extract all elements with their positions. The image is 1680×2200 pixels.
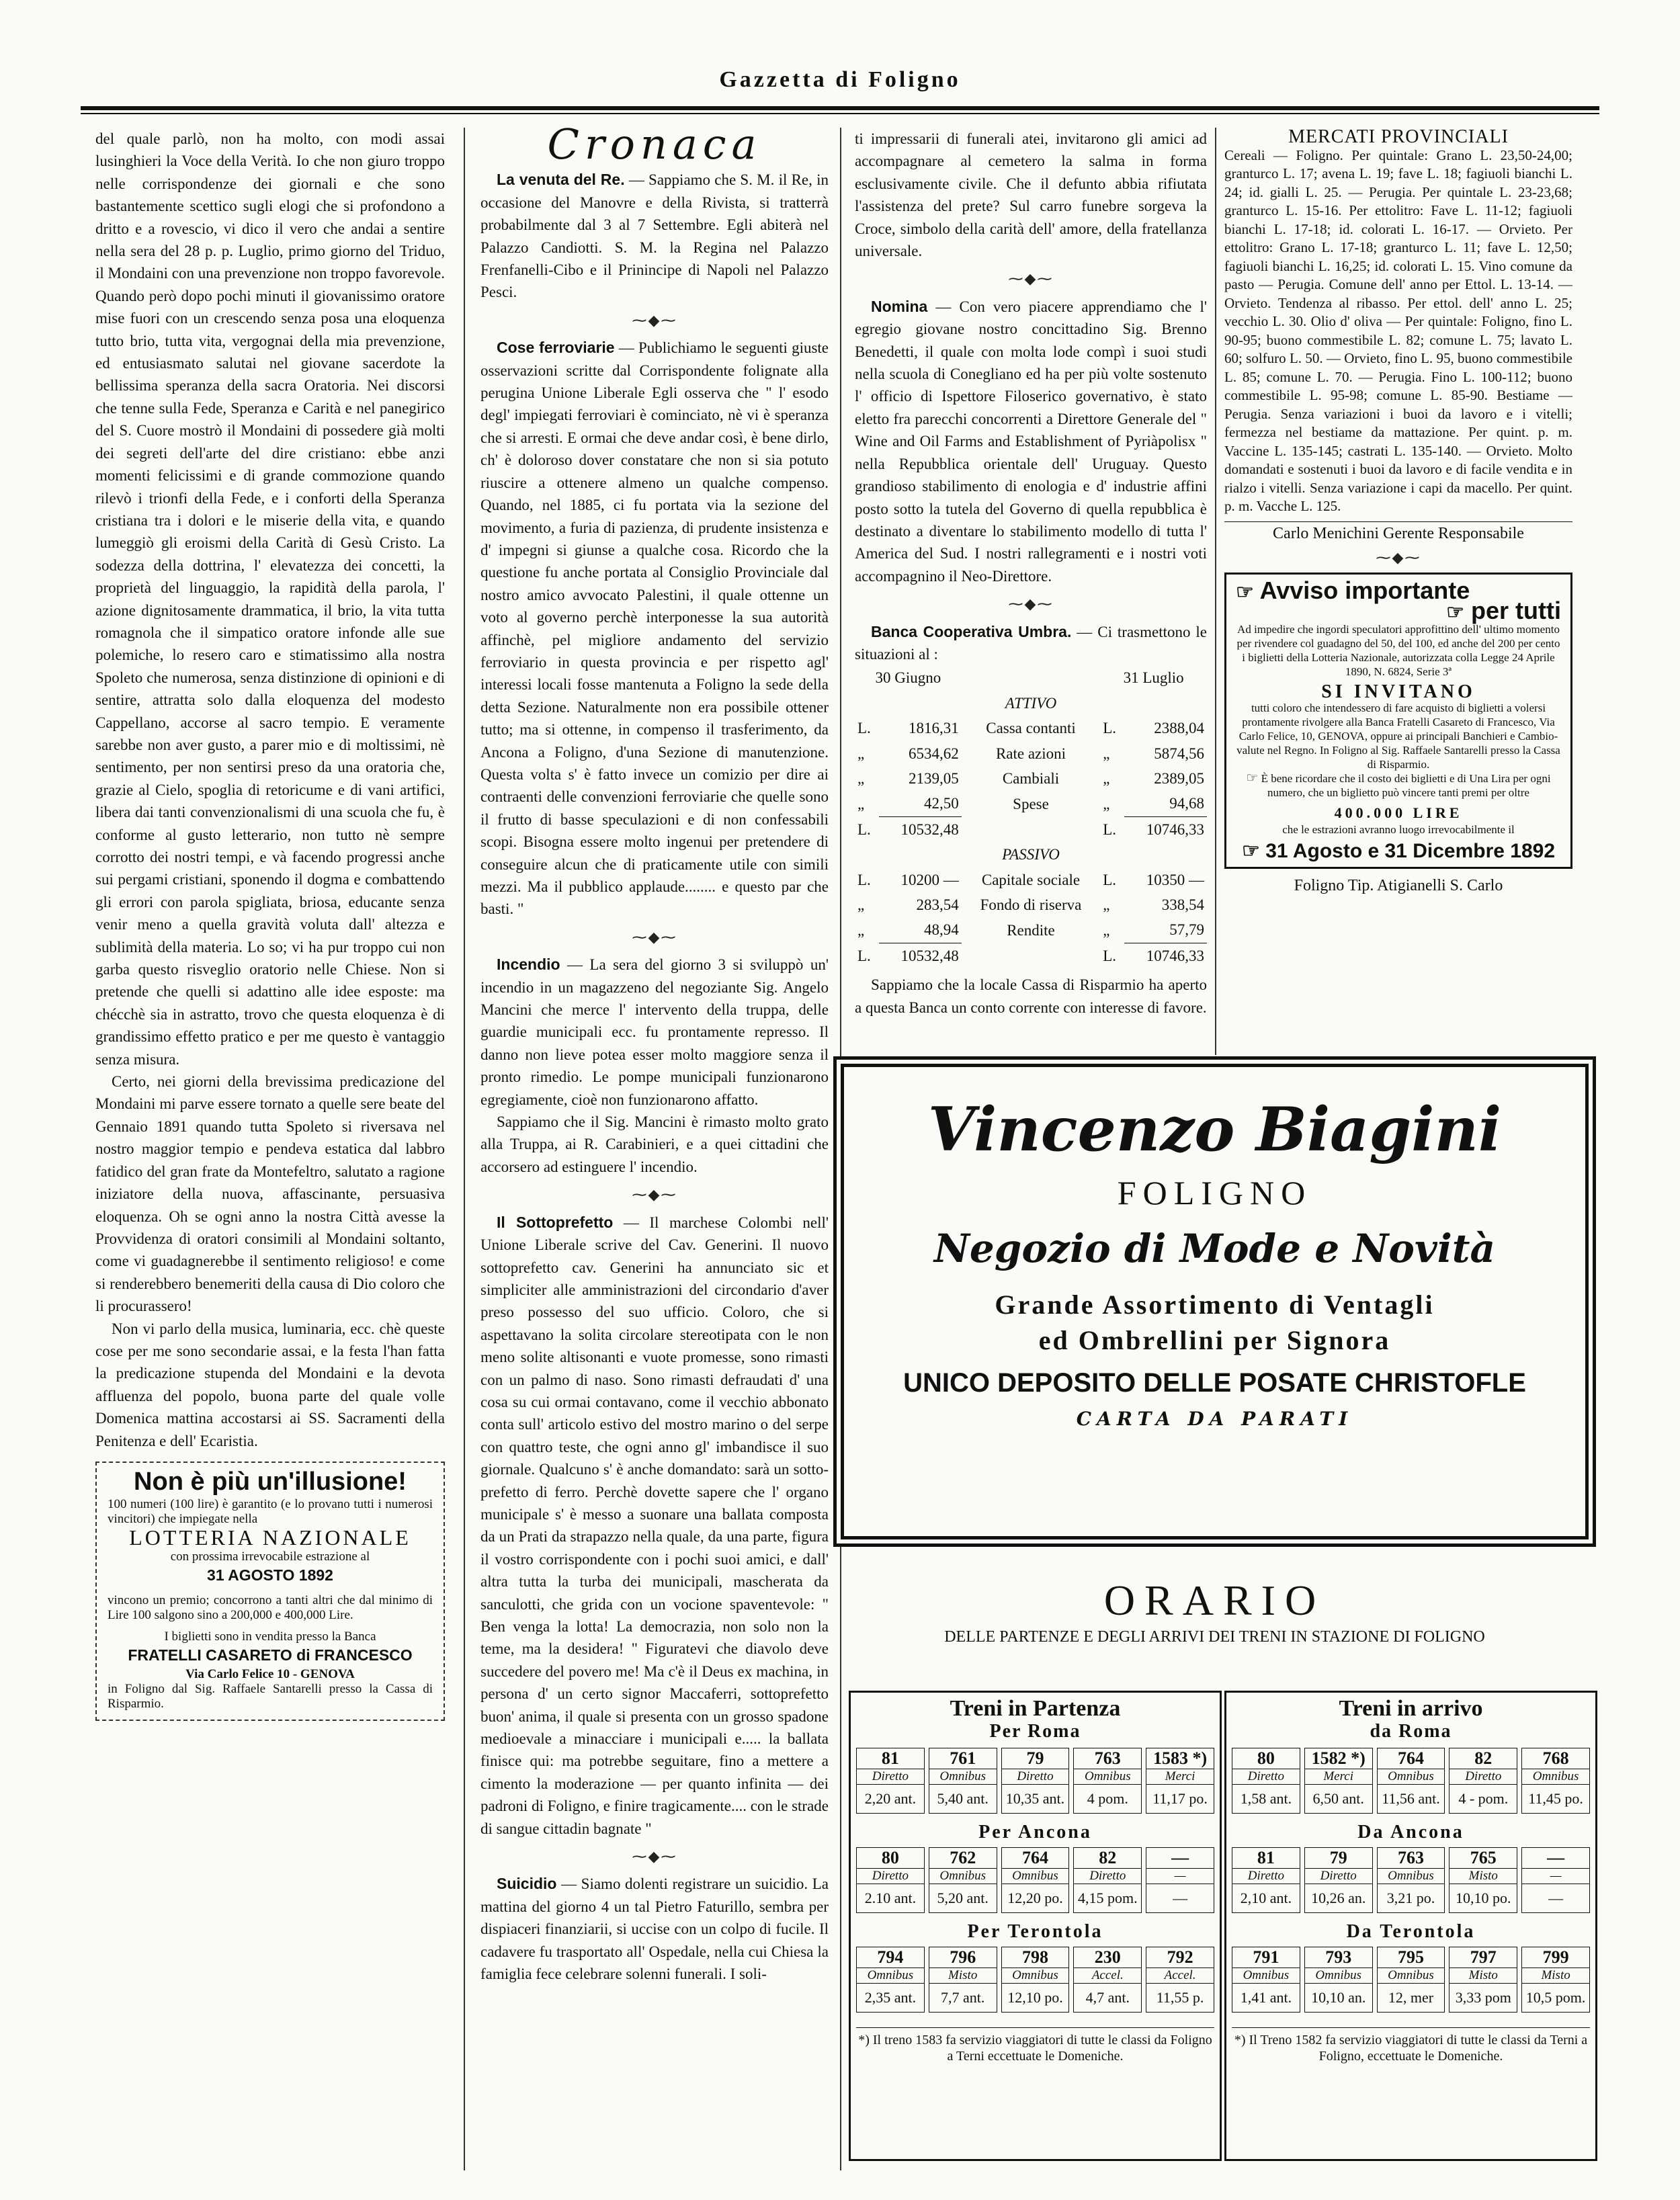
pointing-hand-icon: ☞ (1236, 581, 1254, 603)
train-number: 1583 *) (1146, 1748, 1214, 1769)
train-cell (856, 1847, 925, 1913)
train-time: 1,41 ant. (1240, 1989, 1292, 2006)
statement-cell: 5874,56 (1154, 745, 1204, 762)
article-headline: Banca Cooperativa Umbra. (871, 622, 1072, 640)
lotteria-address: Via Carlo Felice 10 - GENOVA (185, 1666, 355, 1681)
statement-cell: Fondo di riserva (980, 896, 1082, 913)
statement-cell: „ (1103, 745, 1110, 762)
train-number: 793 (1305, 1947, 1372, 1968)
train-time: 3,33 pom (1455, 1989, 1511, 2006)
arrivals-table (1224, 1691, 1597, 2161)
article-paragraph: Sappiamo che il Sig. Mancini è rimasto molto grato alla Truppa, ai R. Carabinieri, e a quei cittadini che accorsero ad estinguere l' incendio. (480, 1113, 829, 1175)
statement-cell: Spese (1013, 795, 1049, 812)
train-number: 82 (1074, 1848, 1141, 1869)
statement-total-row (855, 816, 1207, 842)
lotteria-text: I biglietti sono in vendita presso la Banca (164, 1630, 376, 1644)
newspaper-title: Gazzetta di Foligno (719, 67, 961, 92)
orario-header (833, 1576, 1596, 1646)
train-cell (1232, 1847, 1300, 1913)
mercati-text: Cereali — Foligno. Per quintale: Grano L. 23,50-24,00; granturco L. 17; avena L. 19; fave L. 18; fagiuoli bianchi L. 24; id. gialli L. 25. — Perugia. Per quintale L. 23-23,68; granturco L. 15-16. Per ettolitro: Fave L. 11-12; fagiuoli bianchi L. 17-18; id. colorati L. 16-17. — Orvieto. Per ettolitro: Grano L. 17-18; granturco L. 11; fave L. 12,50; fagiuoli bianchi L. 16,25; id. colorati L. 15. Vino comune da pasto — Perugia. Comune dell' anno per Ettol. L. 13-14. — Orvieto. Tendenza al ribasso. Per ettol. dell' anno L. 25; vecchio L. 30. Olio d' oliva — Per quintale: Foligno, fino L. 90-95; buono commestibile L. 82; comune L. 75; lavato L. 60; solfuro L. 50. — Orvieto, fino L. 95, buono commestibile L. 85; comune L. 70. — Perugia. Fino L. 100-112; buono commestibile L. 95-98; comune L. 85-90. Bestiame — Perugia. Senza variazioni i buoi da lavoro e i vitelli; fermezza nel bestiame da mattazione. Per quint. p. m. Vaccine L. 135-145; castrati L. 135-140. — Orvieto. Molto domandati e sostenuti i buoi da lavoro e di facile vendita e in rialzo i vitelli. Senza variazione i capi da macello. Per quint. p. m. Vacche L. 125. (1224, 146, 1572, 514)
train-type: Omnibus (857, 1968, 924, 1984)
train-number: 796 (929, 1947, 997, 1968)
article-headline: La venuta del Re. (497, 171, 625, 189)
statement-cell: „ (1103, 896, 1110, 913)
column-1 (95, 128, 445, 1721)
train-cell (1304, 1748, 1373, 1814)
section-title-cronaca: Cronaca (547, 120, 762, 169)
train-number: 81 (1232, 1848, 1300, 1869)
article-headline: Il Sottoprefetto (497, 1213, 614, 1231)
train-cell (1232, 1947, 1300, 2013)
train-number: 230 (1074, 1947, 1141, 1968)
date-label: 31 Luglio (1123, 669, 1184, 687)
statement-row (855, 917, 1207, 943)
train-number: 80 (1232, 1748, 1300, 1769)
route-heading: Per Terontola (967, 1921, 1103, 1942)
ad-line: CARTA DA PARATI (1076, 1408, 1353, 1430)
statement-cell: 10746,33 (1124, 816, 1207, 842)
ornament-divider: ⁓◆⁓ (1008, 270, 1054, 288)
statement-cell: Rate azioni (995, 745, 1066, 762)
statement-cell: L. (857, 720, 871, 737)
avviso-dates: 31 Agosto e 31 Dicembre 1892 (1265, 839, 1556, 862)
statement-cell: 10532,48 (879, 816, 962, 842)
statement-cell: L. (1103, 871, 1117, 888)
train-cell (1146, 1748, 1214, 1814)
train-time: 11,17 po. (1152, 1790, 1208, 1807)
train-type: Misto (1522, 1968, 1589, 1984)
lotteria-text: 100 numeri (100 lire) è garantito (e lo provano tutti i numerosi vincitori) che impiegate nella (108, 1497, 433, 1527)
train-number: 798 (1002, 1947, 1069, 1968)
train-grid (856, 1748, 1214, 1814)
train-type: Misto (929, 1968, 997, 1984)
ornament-divider: ⁓◆⁓ (1008, 595, 1054, 613)
train-type: Misto (1450, 1968, 1517, 1984)
ad-line: ed Ombrellini per Signora (1038, 1325, 1391, 1355)
train-cell (856, 1748, 925, 1814)
train-type: Omnibus (1378, 1769, 1445, 1785)
statement-cell: „ (857, 921, 865, 939)
article-text: — La sera del giorno 3 si sviluppò un' incendio in un magazzeno del negoziante Sig. Angelo Mancini che merce l' intervento della truppa, delle guardie municipali ecc. fu prontamente represso. Il danno non lieve potea esser molto maggiore senza il pronto rimedio. Le pompe municipali funzionarono egregiamente, cioè non funzionarono affatto. (480, 956, 829, 1108)
masthead-rule (81, 106, 1599, 110)
column-divider (1215, 128, 1216, 1055)
statement-cell: „ (857, 896, 865, 913)
column-2 (480, 120, 829, 1986)
statement-cell: L. (857, 871, 871, 888)
article-text: — Il marchese Colombi nell' Unione Liberale scrive del Cav. Generini. Il nuovo sottoprefetto cav. Generini ha annunciato sic et simpliciter alle amministrazioni del circondario d'aver preso possesso del suo ufficio. Coloro, che si aspettavano la solita circolare stereotipata con le non meno solite altisonanti e vuote promesse, sono rimasti con un palmo di naso. Sono rimasti defraudati d' una cosa su cui ormai contavano, come il vecchio abbonato conta sull' articolo estivo del mostro marino o del serpe con quattro teste, che ogni anno gl' imbandisce il suo giornale. Qualcuno s' è anche domandato: sarà un sotto-prefetto di ferro. Perchè dovette sapere che l' organo municipale s' è messo a suonare una ballata composta da un Prati da strapazzo nella quale, da una parte, figura il vostro corrispondente con i pochi suoi amici, e dall' altra tutta la turba dei municipali, mascherata da sanculotti, che grida con un vocione spaventevole: " Ben venga la lotta! La democrazia, non solo non la teme, ma la desidera! " Figuratevi che diavolo deve succedere del povero me! Ma c'è il Deus ex machina, in persona d' un certo signor Maccaferri, sottoprefetto buon' anima, il quale si presenta con un grosso spadone medioevale a minacciare i municipali e..... la ballata finisce qui: ma potrebbe seguitare, fino a mettere a cimento la moderazione — per quanto infinita — dei padroni di Foligno, e finire tragicamente.... con le strade di sangue cittadin bagnate " (480, 1214, 829, 1837)
article-text: — Con vero piacere apprendiamo che l' egregio giovane nostro concittadino Sig. Brenno Benedetti, il quale con molta lode compì i suoi studi nella scuola di Conegliano ed ha per più volte sostenuto l' officio di Ispettore Filoserico governativo, è stato eletto fra parecchi concorrenti a Direttore Generale del " Wine and Oil Farms and Establishment of Pyriàpolisx " nella Repubblica orientale dell' Uruguay. Questo grandioso stabilimento di enologia e d' industrie affini posto sotto la tutela del Governo di quella repubblica è destinato a diventare lo stabilimento modello di tutta l' America del Sud. I nostri rallegramenti e i nostri voti accompagnino il Neo-Direttore. (855, 298, 1207, 585)
statement-cell: 10350 — (1146, 871, 1204, 888)
train-type: — (1522, 1869, 1589, 1884)
train-time: 10,10 an. (1311, 1989, 1366, 2006)
train-cell (1521, 1947, 1590, 2013)
train-cell (1232, 1748, 1300, 1814)
statement-cell: 6534,62 (909, 745, 959, 762)
statement-total-row (855, 943, 1207, 968)
pointing-hand-icon: ☞ (1246, 771, 1259, 786)
train-cell (1073, 1748, 1142, 1814)
train-cell (1146, 1847, 1214, 1913)
departures-table (849, 1691, 1222, 2161)
statement-cell: Capitale sociale (981, 871, 1081, 888)
train-cell (1377, 1748, 1445, 1814)
train-type: Omnibus (1232, 1968, 1300, 1984)
lotteria-name: LOTTERIA NAZIONALE (129, 1525, 411, 1550)
lotteria-bank: FRATELLI CASARETO di FRANCESCO (128, 1646, 413, 1664)
statement-cell: L. (1103, 820, 1117, 838)
train-time: 7,7 ant. (941, 1989, 985, 2006)
train-time: 1,58 ant. (1240, 1790, 1292, 1807)
bank-statement (855, 665, 1207, 968)
train-cell (1521, 1748, 1590, 1814)
train-number: 79 (1305, 1848, 1372, 1869)
route-heading: da Roma (1370, 1721, 1452, 1742)
article-paragraph: Sappiamo che la locale Cassa di Risparmio ha aperto a questa Banca un conto corrente con interesse di favore. (855, 976, 1207, 1016)
statement-row (855, 741, 1207, 766)
ornament-divider: ⁓◆⁓ (632, 1186, 677, 1203)
train-number: 761 (929, 1748, 997, 1769)
train-number: 765 (1450, 1848, 1517, 1869)
train-time: 2,35 ant. (864, 1989, 917, 2006)
avviso-invitano: SI INVITANO (1321, 681, 1476, 702)
statement-row (855, 791, 1207, 816)
train-type: Omnibus (1378, 1869, 1445, 1884)
train-number: 763 (1074, 1748, 1141, 1769)
train-type: Omnibus (929, 1769, 997, 1785)
train-time: 4 pom. (1087, 1790, 1128, 1807)
train-cell (1304, 1847, 1373, 1913)
timetable-note: *) Il Treno 1582 fa servizio viaggiatori di tutte le classi da Terni a Foligno, eccettuate le Domeniche. (1232, 2027, 1590, 2064)
train-type: Accel. (1074, 1968, 1141, 1984)
avviso-headline: Avviso importante (1259, 576, 1470, 604)
article-headline: Nomina (871, 297, 928, 315)
avviso-text: tutti coloro che intendessero di fare acquisto di biglietti a volersi prontamente rivolgere alla Banca Fratelli Casareto di Francesco, Via Carlo Felice, 10, GENOVA, oppure ai principali Banchieri e Cambio-valute nel Regno. In Foligno al Sig. Raffaele Santarelli presso la Cassa di Risparmio. (1236, 702, 1560, 771)
train-time: 6,50 ant. (1312, 1790, 1364, 1807)
avviso-amount: 400.000 LIRE (1334, 804, 1463, 821)
statement-cell: 338,54 (1161, 896, 1204, 913)
statement-cell: „ (857, 745, 865, 762)
route-heading: Da Terontola (1346, 1921, 1476, 1942)
train-time: 11,55 p. (1156, 1989, 1204, 2006)
train-time: 10,35 ant. (1005, 1790, 1065, 1807)
train-type: Diretto (857, 1869, 924, 1884)
train-type: Omnibus (1378, 1968, 1445, 1984)
statement-cell: 2388,04 (1154, 720, 1204, 737)
train-type: Merci (1305, 1769, 1372, 1785)
shop-owner-name: Vincenzo Biagini (927, 1094, 1502, 1165)
train-time: — (1173, 1890, 1188, 1906)
train-number: — (1522, 1848, 1589, 1869)
train-number: 794 (857, 1947, 924, 1968)
article-paragraph: Non vi parlo della musica, luminaria, ecc. chè queste cose per me sono secondarie assai, e la festa l'han fatta la predicazione stupenda del Mondaini e la devota affluenza del popolo, buona parte del quale volle Domenica mattina accostarsi ai SS. Sacramenti della Penitenza e dell' Ecaristia. (95, 1320, 445, 1449)
timetable-title: Treni in Partenza (950, 1696, 1121, 1721)
train-time: — (1548, 1890, 1564, 1906)
train-number: 80 (857, 1848, 924, 1869)
article-text: — Ci trasmettono le situazioni al : (855, 623, 1208, 663)
train-grid (856, 1947, 1214, 2013)
statement-cell: 283,54 (916, 896, 959, 913)
train-cell (929, 1847, 997, 1913)
avviso-text: È bene ricordare che il costo dei biglietti e di Una Lira per ogni numero, che un biglietto può vincere tanti premi per oltre (1261, 772, 1551, 799)
train-time: 5,40 ant. (937, 1790, 989, 1807)
statement-cell: L. (1103, 720, 1117, 737)
train-type: Diretto (1450, 1769, 1517, 1785)
ad-line: UNICO DEPOSITO DELLE POSATE CHRISTOFLE (903, 1368, 1526, 1398)
train-cell (929, 1947, 997, 2013)
train-number: 79 (1002, 1748, 1069, 1769)
column-3 (855, 128, 1207, 1019)
train-type: Accel. (1146, 1968, 1214, 1984)
statement-cell: Rendite (1007, 921, 1055, 939)
statement-cell: 10532,48 (879, 943, 962, 968)
train-type: Omnibus (1305, 1968, 1372, 1984)
train-time: 11,56 ant. (1382, 1790, 1440, 1807)
statement-cell: „ (1103, 769, 1110, 787)
statement-row (855, 892, 1207, 917)
article-paragraph: del quale parlò, non ha molto, con modi assai lusinghieri la Voce della Verità. Io che non giuro troppo nelle corrispondenze dei giornali e che sono bastantemente scettico sugli elogi che si profondono a dritto e a rovescio, vi dico il vero che andai a sentire nella sera del 28 p. p. Luglio, primo giorno del Triduo, il Mondaini con una prevenzione non troppo favorevole. Quando però dopo pochi minuti il giovanissimo oratore mise fuori con un crescendo senza posa una eloquenza tutto brio, tutta vita, vergognai della mia prevenzione, ed entusiasmato salutai nel giovane sacerdote la bellissima speranza della sacra Oratoria. Nei discorsi che tenne sulla Fede, Speranza e Carità e nel panegirico del S. Cuore mostrò il Mondaini di possedere già molti dei segreti dell'arte del dire cristiano: ebbe anzi momenti felicissimi e di grande commozione quando rilevò i trionfi della Fede, e i conforti della Speranza cristiana tra i dolori e le miserie della vita, e quando lumeggiò gli eroismi della Carità di Gesù Cristo. La sodezza della dottrina, l' elevatezza dei concetti, la proprietà del linguaggio, la rapidità della parola, l' azione dignitosamente drammatica, il brio, la vita tutta romagnola che il simpatico oratore infonde alle sue polemiche, lo resero caro e stimatissimo alla nostra Spoleto che numerosa, senza distinzione di opinioni e di sentire, attratta solo dalla eloquenza del modesto Cappellano, accorse al sacro tempio. E veramente sarebbe non aver gusto, a parer mio e di moltissimi, nè sentimento, per non sentirsi preso da una oratoria che, grazie al Cielo, spoglia di retoricume e di vani artifici, libera dai tanti convenzionalismi di una scuola che fu, è conforme al gusto letterario, non tutto nè sempre corrotto dei nostri tempi, e và facendo progressi anche sui pergami cristiani, sponendo il dogma e combattendo gli errori con parola spigliata, briosa, educante senza venir meno a quella gravità voluta dall' altezza e sublimità della materia. Lo so; vi ha pur troppo cui non garba questo risveglio oratorio nelle Chiese. Non si pretende che quelli si adattino alle idee esposte: ma chécchè sia in astratto, trovo che questa eloquenza è di grandissimo effetto pratico e per me questo è vantaggio senza misura. (95, 130, 445, 1068)
train-cell (1377, 1847, 1445, 1913)
pointing-hand-icon: ☞ (1241, 839, 1260, 862)
train-time: 10,26 an. (1311, 1890, 1366, 1906)
timetable-note: *) Il treno 1583 fa servizio viaggiatori di tutte le classi da Foligno a Terni eccettuate le Domeniche. (856, 2027, 1214, 2064)
lotteria-headline: Non è più un'illusione! (134, 1467, 407, 1496)
gerente-line: Carlo Menichini Gerente Responsabile (1224, 521, 1572, 544)
train-type: Misto (1450, 1869, 1517, 1884)
train-grid (1232, 1748, 1590, 1814)
route-heading: Per Roma (989, 1721, 1081, 1742)
article-text: — Siamo dolenti registrare un suicidio. La mattina del giorno 4 un tal Pietro Faturillo, sembra per dispiaceri finanziarii, si uccise con un colpo di fucile. Il cadavere fu trasportato all' Ospedale, nella cui Chiesa la famiglia fece celebrare solenni funerali. I soli- (480, 1875, 829, 1983)
avviso-ad (1224, 573, 1572, 870)
statement-cell: L. (1103, 947, 1117, 964)
masthead (81, 67, 1599, 108)
train-time: 12,20 po. (1007, 1890, 1063, 1906)
train-time: 4 - pom. (1458, 1790, 1509, 1807)
train-type: Diretto (1305, 1869, 1372, 1884)
train-number: 81 (857, 1748, 924, 1769)
statement-cell: 10200 — (900, 871, 959, 888)
statement-cell: 48,94 (924, 921, 959, 939)
ornament-divider: ⁓◆⁓ (632, 311, 677, 329)
train-time: 10,10 po. (1456, 1890, 1511, 1906)
train-number: 763 (1378, 1848, 1445, 1869)
statement-row (855, 766, 1207, 791)
orario-subtitle: DELLE PARTENZE E DEGLI ARRIVI DEI TRENI IN STAZIONE DI FOLIGNO (944, 1628, 1485, 1646)
statement-cell: „ (1103, 795, 1110, 812)
train-cell (1073, 1847, 1142, 1913)
train-time: 2.10 ant. (864, 1890, 917, 1906)
statement-cell: Cassa contanti (986, 720, 1076, 737)
train-time: 3,21 po. (1386, 1890, 1435, 1906)
train-number: 768 (1522, 1748, 1589, 1769)
train-number: 791 (1232, 1947, 1300, 1968)
column-divider (464, 128, 465, 2170)
train-type: Omnibus (1002, 1968, 1069, 1984)
ornament-divider: ⁓◆⁓ (632, 928, 677, 945)
train-number: 82 (1450, 1748, 1517, 1769)
train-time: 12, mer (1388, 1989, 1434, 2006)
printer-credit: Foligno Tip. Atigianelli S. Carlo (1294, 877, 1503, 894)
statement-cell: 10746,33 (1124, 943, 1207, 968)
article-headline: Cose ferroviarie (497, 339, 615, 357)
train-cell (1001, 1947, 1070, 2013)
column-4 (1224, 128, 1572, 896)
statement-cell: L. (857, 947, 871, 964)
article-text: — Sappiamo che S. M. il Re, in occasione del Manovre e della Rivista, si tratterrà probabilmente dal 3 al 7 Settembre. Egli abiterà nel Palazzo Candiotti. S. M. la Regina nel Palazzo Frenfanelli-Cibo e il Prinincipe di Napoli nel Palazzo Pesci. (480, 171, 829, 301)
statement-cell: 57,79 (1169, 921, 1204, 939)
train-type: Omnibus (929, 1869, 997, 1884)
train-number: 795 (1378, 1947, 1445, 1968)
train-time: 10,5 pom. (1525, 1989, 1586, 2006)
date-label: 30 Giugno (875, 669, 941, 687)
train-cell (1001, 1847, 1070, 1913)
lotteria-ad (95, 1462, 445, 1721)
train-time: 2,20 ant. (864, 1790, 917, 1807)
route-heading: Per Ancona (978, 1822, 1092, 1843)
train-type: Omnibus (1522, 1769, 1589, 1785)
article-headline: Incendio (497, 956, 560, 974)
ad-line: Grande Assortimento di Ventagli (995, 1289, 1435, 1320)
statement-cell: L. (857, 820, 871, 838)
train-grid (1232, 1947, 1590, 2013)
train-type: Diretto (1002, 1769, 1069, 1785)
avviso-text: che le estrazioni avranno luogo irrevocabilmente il (1282, 822, 1515, 836)
train-number: 762 (929, 1848, 997, 1869)
lotteria-text: con prossima irrevocabile estrazione al (170, 1549, 370, 1564)
train-time: 2,10 ant. (1240, 1890, 1292, 1906)
train-number: — (1146, 1848, 1214, 1869)
ornament-divider: ⁓◆⁓ (632, 1848, 677, 1865)
article-paragraph: ti impressarii di funerali atei, invitarono gli amici ad accompagnare al cemetero la salma in forma esclusivamente civile. Che il defunto abbia rifiutata l'assistenza del prete? Sul carro funebre sorgeva la Croce, simbolo della carità dell' amore, della fratellanza universale. (855, 130, 1207, 260)
timetable-title: Treni in arrivo (1339, 1696, 1483, 1721)
statement-cell: 2389,05 (1154, 769, 1204, 787)
shop-city: FOLIGNO (1117, 1174, 1312, 1212)
masthead-rule-thin (81, 113, 1599, 114)
train-number: 792 (1146, 1947, 1214, 1968)
train-cell (1449, 1847, 1517, 1913)
statement-cell: 42,50 (924, 795, 959, 812)
train-time: 5,20 ant. (937, 1890, 989, 1906)
article-paragraph: Certo, nei giorni della brevissima predicazione del Mondaini mi parve essere tornato a quelle sere beate del Gennaio 1891 quando tutta Spoleto si riversava nel nostro maggior tempio e pendeva estatica dal labbro fatidico del gran frate da Montefeltro, salutato a ragione iniziatore della nuova, affascinante, persuasiva eloquenza. Oh se ogni anno la nostra Città avesse la Provvidenza di oratori consimili al Mondaini soltanto, come vi guadagnerebbe il sentimento religioso! e come si renderebbero benemeriti della causa di Dio coloro che li procurassero! (95, 1073, 445, 1315)
passivo-label: PASSIVO (1002, 846, 1060, 863)
train-type: Diretto (857, 1769, 924, 1785)
statement-cell (962, 816, 1100, 842)
train-time: 11,45 po. (1528, 1790, 1583, 1807)
attivo-label: ATTIVO (1005, 694, 1057, 712)
train-cell (929, 1748, 997, 1814)
statement-cell: 94,68 (1169, 795, 1204, 812)
train-number: 1582 *) (1305, 1748, 1372, 1769)
lotteria-text: in Foligno dal Sig. Raffaele Santarelli presso la Cassa di Risparmio. (108, 1681, 433, 1711)
train-time: 4,7 ant. (1085, 1989, 1130, 2006)
statement-cell: Cambiali (1002, 769, 1060, 787)
statement-cell: „ (1103, 921, 1110, 939)
train-cell (1073, 1947, 1142, 2013)
statement-cell: 1816,31 (909, 720, 959, 737)
lotteria-date: 31 AGOSTO 1892 (207, 1566, 333, 1584)
pointing-hand-icon: ☞ (1446, 601, 1464, 624)
train-type: Omnibus (1002, 1869, 1069, 1884)
statement-row (855, 716, 1207, 741)
statement-cell: „ (857, 769, 865, 787)
avviso-text: Ad impedire che ingordi speculatori approfittino dell' ultimo momento per rivendere col guadagno del 50, del 100, ed anche del 200 per cento i biglietti della Lotteria Nazionale, autorizzata colla Legge 24 Aprile 1890, N. 6824, Serie 3ª (1236, 622, 1560, 678)
lotteria-text: vincono un premio; concorrono a tanti altri che dal minimo di Lire 100 salgono sino a 200,000 e 400,000 Lire. (108, 1593, 433, 1623)
train-cell (1001, 1748, 1070, 1814)
train-type: Omnibus (1074, 1769, 1141, 1785)
train-type: — (1146, 1869, 1214, 1884)
train-grid (1232, 1847, 1590, 1913)
train-number: 799 (1522, 1947, 1589, 1968)
train-time: 12,10 po. (1007, 1989, 1063, 2006)
train-time: 4,15 pom. (1077, 1890, 1138, 1906)
mercati-title: MERCATI PROVINCIALI (1288, 126, 1509, 147)
train-type: Diretto (1074, 1869, 1141, 1884)
orario-title: ORARIO (1103, 1576, 1326, 1624)
train-type: Diretto (1232, 1869, 1300, 1884)
ornament-divider: ⁓◆⁓ (1376, 549, 1421, 566)
train-cell (856, 1947, 925, 2013)
train-number: 764 (1378, 1748, 1445, 1769)
biagini-ad (833, 1056, 1596, 1547)
train-number: 764 (1002, 1848, 1069, 1869)
train-type: Merci (1146, 1769, 1214, 1785)
train-cell (1304, 1947, 1373, 2013)
train-number: 797 (1450, 1947, 1517, 1968)
train-cell (1377, 1947, 1445, 2013)
train-type: Diretto (1232, 1769, 1300, 1785)
train-cell (1146, 1947, 1214, 2013)
article-text: — Publichiamo le seguenti giuste osservazioni scritte dal Corrispondente folignate alla perugina Unione Liberale Egli osserva che " l' esodo degl' impiegati ferroviari è cominciato, nè vi è speranza che si arresti. E ormai che deve andar così, è bene dirlo, ch' è doloroso dover constatare che non si sia potuto riuscire a ottenere almeno un qualche compenso. Quando, nel 1885, ci fu portata via la sezione del movimento, a furia di pazienza, di prudente insistenza e d' impegni si giunse a qualche cosa. Ricordo che la questione fu anche portata al Consiglio Provinciale dal nostro amico avvocato Palestini, il quale ottenne un voto al governo perchè interponesse la sua autorità affinchè, pel migliore andamento del servizio ferroviario in questa provincia e per rispetto agl' interessi locali fosse mantenuta a Foligno la sede della detta Sezione. Naturalmente non era possibile ottener tutto; ma si ottenne, in compenso il trasferimento, da Ancona a Foligno, d'una Sezione di manutenzione. Questa volta s' è fatto invece un comizio per dire ai contraenti delle convenzioni ferroviarie che quelle sono il frutto di basse speculazioni e di non confessabili scopi. Bisogna essere molto ingenui per pretendere di conseguire alcun che di praticamente utile con simili mezzi. Ma il pubblico applaude........ e questo par che basti. " (480, 339, 829, 918)
route-heading: Da Ancona (1357, 1822, 1464, 1843)
shop-type: Negozio di Mode e Novità (933, 1226, 1496, 1271)
train-grid (856, 1847, 1214, 1913)
train-cell (1449, 1748, 1517, 1814)
avviso-headline: per tutti (1471, 597, 1561, 624)
train-cell (1521, 1847, 1590, 1913)
statement-cell: 2139,05 (909, 769, 959, 787)
statement-row (855, 868, 1207, 892)
article-headline: Suicidio (497, 1875, 557, 1893)
train-cell (1449, 1947, 1517, 2013)
statement-cell (962, 943, 1100, 968)
statement-cell: „ (857, 795, 865, 812)
